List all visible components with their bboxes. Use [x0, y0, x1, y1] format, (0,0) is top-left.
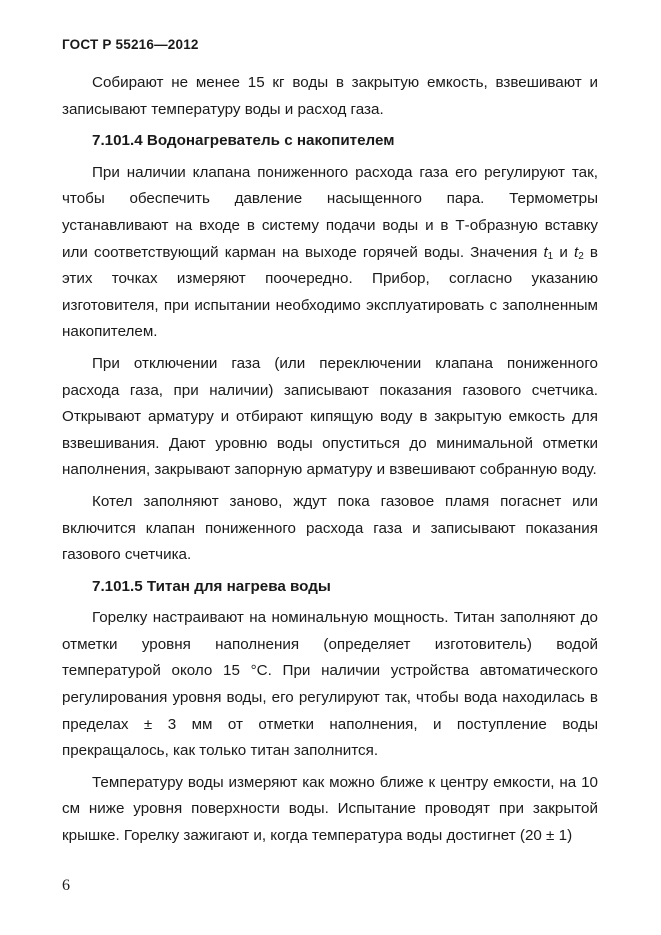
document-header: ГОСТ Р 55216—2012 — [62, 37, 199, 52]
section-heading: 7.101.5 Титан для нагрева воды — [92, 577, 331, 595]
variable-symbol: t — [543, 243, 548, 261]
paragraph: Горелку настраивают на номинальную мощность. Титан заполняют до отметки уровня наполнения (определяет изготовитель) водой температурой около 15 °С. При наличии устройства автоматического регулирования уровня воды, его регулируют так, чтобы вода находилась в пределах ± 3 мм от отметки наполнения, и поступление воды прекращалось, как только титан заполнится. — [62, 609, 598, 760]
variable-subscript: 2 — [578, 250, 584, 262]
paragraph-text: и — [553, 243, 574, 261]
paragraph-text: При наличии клапана пониженного расхода газа его регулируют так, чтобы обеспечить давление насыщенного пара. Термометры устанавливают на входе в систему подачи воды и в Т-образную вставку или соответствующий карман на выходе горячей воды. Значения — [62, 163, 598, 261]
variable-symbol: t — [573, 243, 579, 261]
document-body — [62, 70, 598, 850]
paragraph-text: в этих точках измеряют поочередно. Прибор, согласно указанию изготовителя, при испытании необходимо эксплуатировать с заполненным накопителем. — [62, 243, 598, 341]
paragraph: Котел заполняют заново, ждут пока газовое пламя погаснет или включится клапан пониженного расхода газа и записывают показания газового счетчика. — [62, 492, 598, 564]
paragraph: Температуру воды измеряют как можно ближе к центру емкости, на 10 см ниже уровня поверхности воды. Испытание проводят при закрытой крышке. Горелку зажигают и, когда температура воды достигнет (20 ± 1) — [62, 773, 598, 845]
variable-subscript: 1 — [547, 250, 554, 262]
page-number: 6 — [62, 877, 70, 894]
section-heading: 7.101.4 Водонагреватель с накопителем — [92, 132, 395, 150]
paragraph: Собирают не менее 15 кг воды в закрытую емкость, взвешивают и записывают температуру воды и расход газа. — [62, 74, 598, 118]
paragraph: При отключении газа (или переключении клапана пониженного расхода газа, при наличии) записывают показания газового счетчика. Открывают арматуру и отбирают кипящую воду в закрытую емкость для взвешивания. Дают уровню воды опуститься до минимальной отметки наполнения, закрывают запорную арматуру и взвешивают собранную воду. — [62, 354, 598, 479]
paragraph — [62, 160, 598, 346]
